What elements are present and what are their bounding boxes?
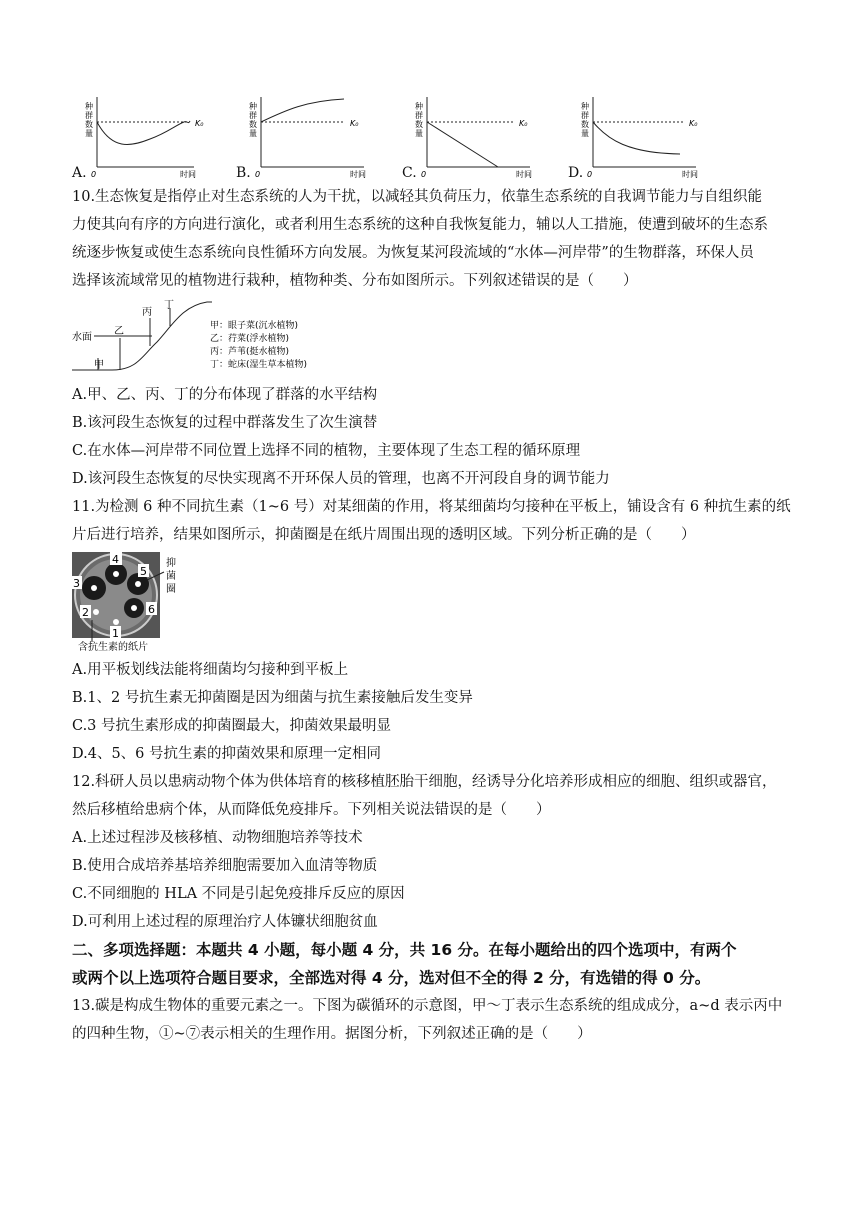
q13-stem-line-1: 13.碳是构成生物体的重要元素之一。下图为碳循环的示意图，甲～丁表示生态系统的组成成分，a~d 表示丙中 (72, 998, 783, 1014)
q9d-origin: 0 (587, 170, 593, 179)
q9a-xlabel: 时间 (180, 170, 196, 179)
q10-option-c: C.在水体—河岸带不同位置上选择不同的植物，主要体现了生态工程的循环原理 (72, 443, 581, 459)
q11-zone-char-2: 菌 (166, 571, 176, 582)
q9b-ylabel-1: 种 (249, 102, 257, 111)
q9c-xlabel: 时间 (516, 170, 532, 179)
q11-stem-line-1: 11.为检测 6 种不同抗生素（1~6 号）对某细菌的作用，将某细菌均匀接种在平板上，铺设含有 6 种抗生素的纸 (72, 499, 791, 515)
q9-option-c-label: C. (402, 165, 417, 181)
q9b-xlabel: 时间 (350, 170, 366, 179)
q9b-ylabel-4: 量 (249, 129, 257, 138)
q9c-ylabel-2: 群 (415, 111, 423, 120)
q10-pos-jia: 甲 (94, 360, 104, 371)
q9c-origin: 0 (421, 170, 427, 179)
q9a-ylabel-2: 群 (85, 111, 93, 120)
q10-option-d: D.该河段生态恢复的尽快实现离不开环保人员的管理，也离不开河段自身的调节能力 (72, 471, 610, 487)
q9d-ylabel-4: 量 (581, 129, 589, 138)
q11-disc-3: 3 (73, 577, 80, 590)
q10-pos-bing: 丙 (142, 307, 152, 318)
q11-option-c: C.3 号抗生素形成的抑菌圈最大，抑菌效果最明显 (72, 718, 392, 734)
q10-stem-line-4: 选择该流域常见的植物进行栽种，植物种类、分布如图所示。下列叙述错误的是（ ） (72, 273, 638, 289)
section2-heading-line-2: 或两个以上选项符合题目要求，全部选对得 4 分，选对但不全的得 2 分，有选错的得 0 分。 (72, 969, 711, 987)
q12-option-d: D.可利用上述过程的原理治疗人体镰状细胞贫血 (72, 914, 378, 930)
q11-petri-figure (72, 550, 192, 652)
section2-heading-line-1: 二、多项选择题：本题共 4 小题，每小题 4 分，共 16 分。在每小题给出的四个选项中，有两个 (72, 941, 737, 959)
q9d-k-label: K₀ (689, 119, 698, 128)
q9b-k-label: K₀ (350, 119, 359, 128)
q9a-origin: 0 (91, 170, 97, 179)
q10-riverbank-figure (72, 298, 342, 376)
q9-option-d-label: D. (568, 165, 584, 181)
q10-legend-1: 甲：眼子菜(沉水植物) (210, 321, 299, 331)
q12-stem-line-2: 然后移植给患病个体，从而降低免疫排斥。下列相关说法错误的是（ ） (72, 802, 551, 818)
q9d-ylabel-2: 群 (581, 111, 589, 120)
q11-disc-2: 2 (82, 606, 89, 619)
q11-disc-4: 4 (112, 553, 119, 566)
q9d-xlabel: 时间 (682, 170, 698, 179)
q11-option-d: D.4、5、6 号抗生素的抑菌效果和原理一定相同 (72, 746, 382, 762)
q10-legend-4: 丁：蛇床(湿生草本植物) (210, 360, 308, 370)
q12-option-b: B.使用合成培养基培养细胞需要加入血清等物质 (72, 858, 378, 874)
q9-option-a-label: A. (72, 165, 87, 181)
q10-pos-yi: 乙 (114, 326, 124, 337)
q9a-ylabel-3: 数 (85, 120, 93, 129)
q12-stem-line-1: 12.科研人员以患病动物个体为供体培育的核移植胚胎干细胞，经诱导分化培养形成相应的细胞、组织或器官， (72, 774, 777, 790)
q9d-ylabel-1: 种 (581, 102, 589, 111)
q9a-ylabel-1: 种 (85, 102, 93, 111)
q10-legend-3: 丙：芦苇(挺水植物) (210, 347, 290, 357)
q9-graph-a (72, 95, 222, 185)
q10-option-a: A.甲、乙、丙、丁的分布体现了群落的水平结构 (72, 387, 378, 403)
q11-stem-line-2: 片后进行培养，结果如图所示，抑菌圈是在纸片周围出现的透明区域。下列分析正确的是（ ） (72, 527, 696, 543)
q12-option-c: C.不同细胞的 HLA 不同是引起免疫排斥反应的原因 (72, 886, 405, 902)
q11-option-a: A.用平板划线法能将细菌均匀接种到平板上 (72, 662, 349, 678)
q12-option-a: A.上述过程涉及核移植、动物细胞培养等技术 (72, 830, 363, 846)
q9c-ylabel-1: 种 (415, 102, 423, 111)
q10-legend-2: 乙：荇菜(浮水植物) (210, 334, 290, 344)
q9-graph-c (402, 95, 552, 185)
q11-zone-char-3: 圈 (166, 584, 176, 595)
q9-option-b-label: B. (236, 165, 251, 181)
q11-option-b: B.1、2 号抗生素无抑菌圈是因为细菌与抗生素接触后发生变异 (72, 690, 473, 706)
q11-disc-6: 6 (148, 603, 155, 616)
q9-graph-b (236, 95, 386, 185)
q9c-ylabel-3: 数 (415, 120, 423, 129)
q11-caption: 含抗生素的纸片 (78, 642, 148, 652)
q10-stem-line-2: 力使其向有序的方向进行演化，或者利用生态系统的这种自我恢复能力，辅以人工措施，使遭到破坏的生态系 (72, 217, 768, 233)
q10-stem-line-1: 10.生态恢复是指停止对生态系统的人为干扰，以减轻其负荷压力，依靠生态系统的自我调节能力与自组织能 (72, 189, 763, 205)
q9-graph-d (568, 95, 718, 185)
q9a-ylabel-4: 量 (85, 129, 93, 138)
q9d-ylabel-3: 数 (581, 120, 589, 129)
q10-stem-line-3: 统逐步恢复或使生态系统向良性循环方向发展。为恢复某河段流域的“水体—河岸带”的生物群落，环保人员 (72, 245, 754, 261)
q11-zone-char-1: 抑 (166, 558, 176, 569)
q9b-ylabel-2: 群 (249, 111, 257, 120)
q9c-ylabel-4: 量 (415, 129, 423, 138)
q9b-origin: 0 (255, 170, 261, 179)
q11-disc-5: 5 (140, 565, 147, 578)
q9c-k-label: K₀ (519, 119, 528, 128)
q10-pos-ding: 丁 (164, 300, 174, 311)
q10-water-label: 水面 (72, 332, 92, 343)
q11-disc-1: 1 (112, 627, 119, 640)
q13-stem-line-2: 的四种生物，①~⑦表示相关的生理作用。据图分析，下列叙述正确的是（ ） (72, 1026, 592, 1042)
q10-option-b: B.该河段生态恢复的过程中群落发生了次生演替 (72, 415, 378, 431)
q9a-k-label: K₀ (195, 119, 204, 128)
q9b-ylabel-3: 数 (249, 120, 257, 129)
